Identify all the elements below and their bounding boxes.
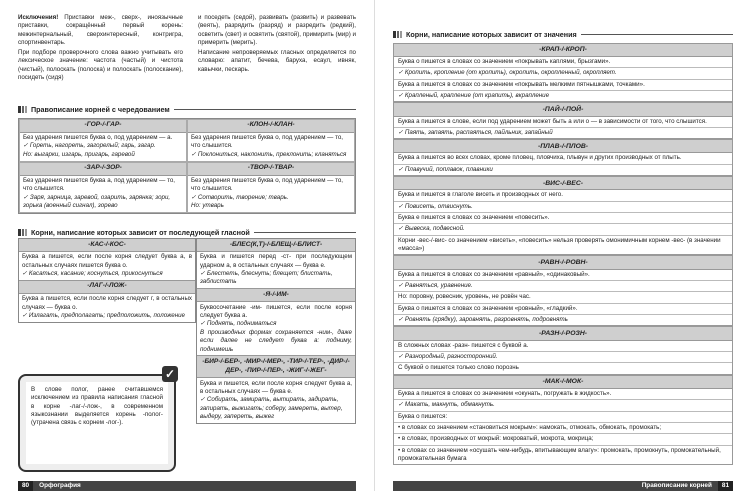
footer-right	[393, 481, 733, 491]
rule-block: -РАЗН-/-РОЗН- В сложных словах -разн- пишется с буквой а. ✓ Разнородный, разносторонний. С буквой о пишется только слово порознь	[393, 326, 733, 374]
rule-cell: -КЛОН-/-КЛАН- Без ударения пишется буква о, под ударением — то, что слышится. ✓ Поклониться, наклонить, преклонить; кланяться	[187, 119, 355, 162]
footer-title: Орфография	[39, 481, 81, 489]
page-number: 80	[18, 481, 33, 491]
rule-body: Буква и пишется перед -ст- при последующем ударном а, в остальных случаях — буква е. ✓ Блестеть, блеснуть; блещет; блистать, заблистать	[200, 253, 352, 286]
section-marker-icon	[393, 31, 402, 38]
rule-block: -ПЛАВ-/-ПЛОВ- Буква а пишется во всех словах, кроме пловец, пловчиха, плывун и других производных от плыть. ✓ Плавучий, поплавок, плавники	[393, 139, 733, 176]
rule-block: -КРАП-/-КРОП- Буква о пишется в словах со значением «покрывать каплями, брызгами». ✓ Кропить, кропление (от кропить), окропить, окропленный, окропляет. Буква а пишется в словах со значением «покрывать мелкими пятнышками, точками». ✓ Крапленый, крапление (от крапить), вкрапление	[393, 43, 733, 103]
rule-header: -ЛАГ-/-ЛОЖ-	[19, 280, 195, 294]
intro-col-1	[18, 14, 183, 84]
note-text: В слове полог, ранее считавшемся исключением из правила написания гласной в корне -лаг-/-лож-, в современном языкознании выделяется корень -полог- (утрачена связь с корнем -лог-).	[26, 382, 168, 464]
intro-dictionary: Написание непроверяемых гласных определяется по словарю: апатит, бечева, баруха, есаул, ивняк, кавычки, пескарь.	[198, 48, 356, 73]
footer-left	[18, 481, 356, 491]
rule-block: -РАВН-/-РОВН- Буква а пишется в словах со значением «равный», «одинаковый». ✓ Равняться, уравнение. Но: поровну, ровесник, уровень, не ровён час. Буква о пишется в словах со значением «ровный», «гладкий». ✓ Ровнять (грядку), заровнять, разровнять, подровнять	[393, 255, 733, 326]
dep-table-left	[18, 238, 196, 323]
right-page	[375, 0, 750, 491]
rule-body: Буква а пишется, если после корня следует г, в остальных случаях — буква о. ✓ Излагать, предполагать; предположить, положение	[22, 295, 192, 320]
intro-col-2	[198, 14, 356, 76]
page-number: 81	[718, 481, 733, 491]
section-title: Корни, написание которых зависит от последующей гласной	[18, 228, 356, 238]
rule-header: -КАС-/-КОС-	[19, 239, 195, 252]
section-alternation	[18, 101, 356, 214]
intro-continue: и поседеть (седой), развивать (развить) и развевать (веять), разрядить (разряд) и разредить (редкий), осветить (свет) и освятить (святой), примирить (мир) и примерить (мерить).	[198, 14, 356, 47]
section-title: Корни, написание которых зависит от значения	[393, 30, 733, 40]
rule-cell: -ТВОР-/-ТВАР- Без ударения пишется буква о, под ударением — то, что слышится. ✓ Сотворить, творение; тварь. Но: утварь	[187, 162, 355, 213]
rule-body: Буква а пишется, если после корня следует буква а, в остальных случаях пишется буква о. ✓ Касаться, касание; коснуться, прикоснуться	[22, 253, 192, 278]
rule-block: -ПАЙ-/-ПОЙ- Буква а пишется в слове, если под ударением может быть а или о — в зависимости от того, что слышится. ✓ Паять, запаять, распаяться, пайльник, запайный	[393, 102, 733, 139]
intro-exceptions: Исключения! Приставки меж-, сверх-, иноязычные приставки, сокращённый первый корень: межинтернальный, сверхинтересный, контригра, спортинвентарь.	[18, 14, 183, 47]
rule-block: -ВИС-/-ВЕС- Буква и пишется в глаголе висеть и производных от него. ✓ Повисеть, отвиснуть. Буква е пишется в словах со значением «повесить». ✓ Вывеска, подвесной. Корни -вес-/-вис- со значением «висеть», «повесить» нельзя проверять омонимичным корнем -вес- (в значении «масса»)	[393, 176, 733, 255]
rule-header: -Я-/-ИМ-	[197, 288, 355, 302]
section-meaning	[393, 26, 733, 465]
rule-block: -МАК-/-МОК- Буква а пишется в словах со значением «окунать, погружать в жидкость». ✓ Макать, макнуть, обмакнуть. Буква о пишется: • в словах со значением «становиться мокрым»: намокать, отмокать, обмокать, промокать; • в словах, производных от мокрый: мокроватый, мокрота, мокрица; • в словах со значением «осушать чем-нибудь, впитывающим влагу»: промокать, промокнуть, промокательный, промокательная бумага	[393, 375, 733, 466]
rule-body: Буква и пишется, если после корня следует буква а, в остальных случаях — буква е. ✓ Собирать, замирать, вытирать, задирать, запирать, выжигать; соберу, замереть, вытер, выдеру, запереть, выжег	[200, 379, 352, 421]
rule-header: -БЛЕС(К,Т)-/-БЛЕЩ-/-БЛИСТ-	[197, 239, 355, 252]
section-marker-icon	[18, 106, 27, 113]
section-marker-icon	[18, 229, 27, 236]
rule-cell: -ГОР-/-ГАР- Без ударения пишется буква о, под ударением — а. ✓ Гореть, нагореть, загорелый; гарь, загар. Но: выгарки, изгарь, пригарь, гаревой	[19, 119, 187, 162]
rule-body: Буквосочетание -им- пишется, если после корня следует буква а. ✓ Поднять, подниматься В производных формах сохраняется -ним-, даже если далее не следует буква а: подниму, поднимешь	[200, 303, 352, 353]
note-box	[18, 367, 176, 472]
dep-table-right	[196, 238, 356, 424]
intro-check-word: При подборе проверочного слова важно учитывать его лексическое значение: частота (частый) и чистота (чистый), полоскать (полоска) и полоскать (полоскание), посидеть (сидя)	[18, 48, 183, 82]
footer-title: Правописание корней	[641, 481, 712, 489]
alternation-table	[18, 118, 356, 214]
rule-cell: -ЗАР-/-ЗОР- Без ударения пишется буква а, под ударением — то, что слышится. ✓ Заря, зарница, заревой, озарить, зарянка; зори, зорька (военный сигнал), зорево	[19, 162, 187, 213]
checkmark-icon: ✓	[162, 366, 178, 382]
rule-header: -БИР-/-БЕР-, -МИР-/-МЕР-, -ТИР-/-ТЕР-, -ДИР-/-ДЕР-, -ПИР-/-ПЕР-, -ЖИГ-/-ЖЕГ-	[197, 355, 355, 378]
section-title: Правописание корней с чередованием	[18, 105, 356, 115]
